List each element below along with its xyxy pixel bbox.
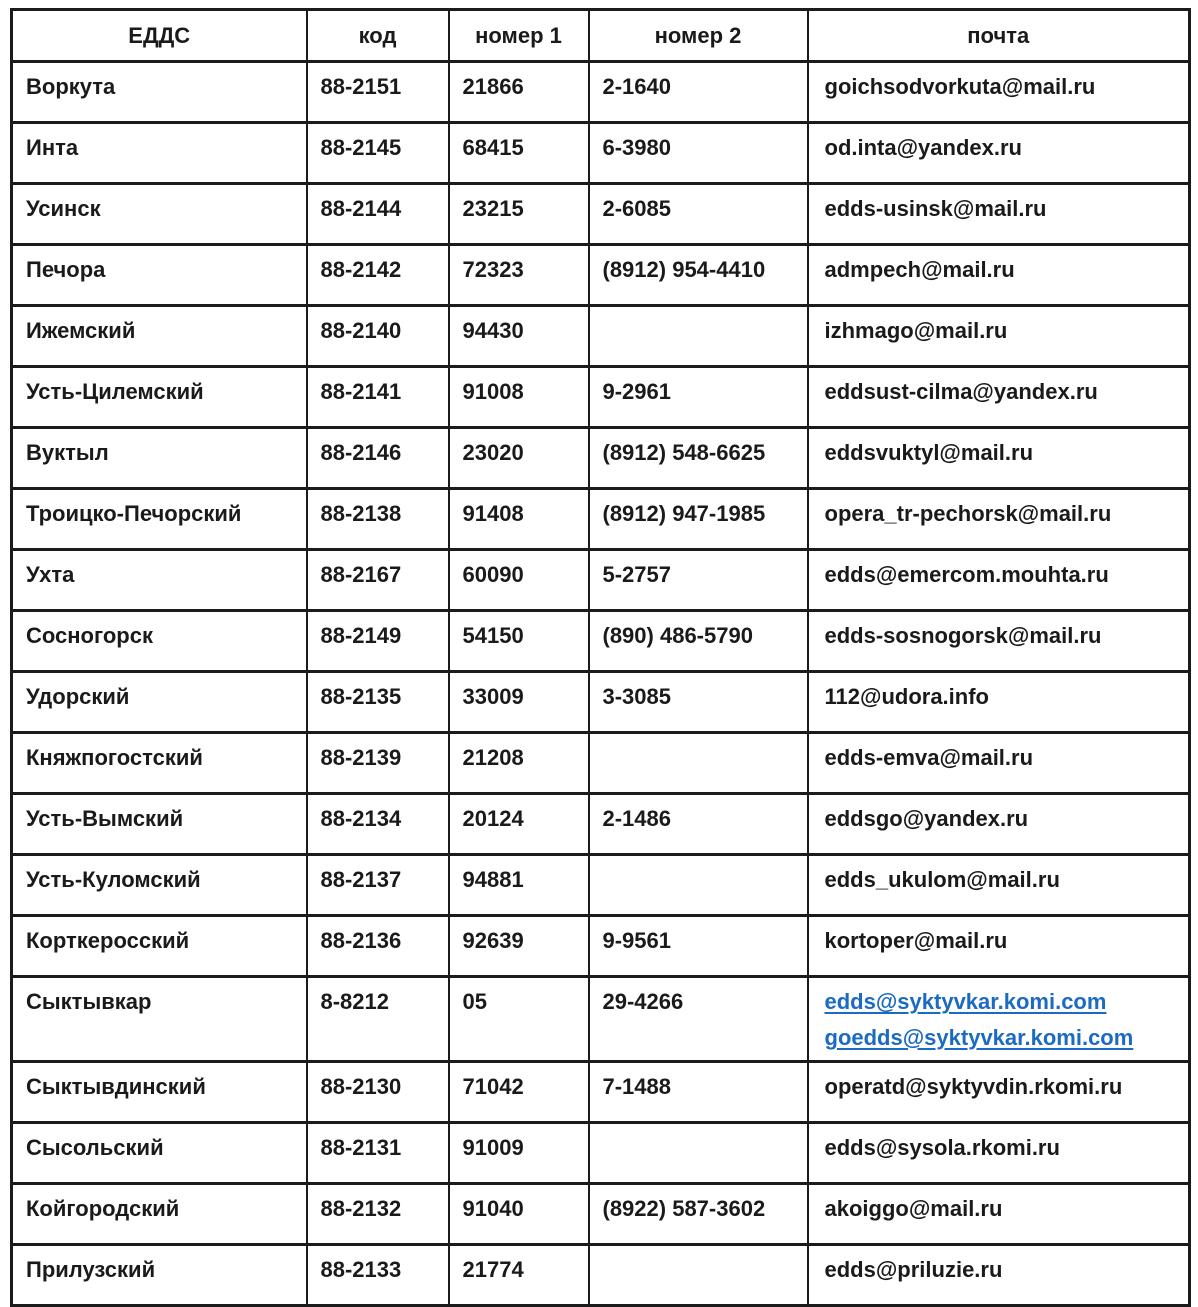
number2-cell: (8912) 947-1985 bbox=[589, 489, 808, 550]
edds-name-cell: Сыктывдинский bbox=[12, 1062, 307, 1123]
number2-cell: (890) 486-5790 bbox=[589, 611, 808, 672]
email-line: izhmago@mail.ru bbox=[824, 318, 1008, 343]
number1-cell: 33009 bbox=[449, 672, 589, 733]
edds-name-cell: Воркута bbox=[12, 62, 307, 123]
edds-name-cell: Койгородский bbox=[12, 1184, 307, 1245]
number2-cell: 29-4266 bbox=[589, 977, 808, 1062]
edds-name-cell: Инта bbox=[12, 123, 307, 184]
edds-name-cell: Сысольский bbox=[12, 1123, 307, 1184]
edds-contact-table bbox=[10, 8, 1191, 1307]
email-cell bbox=[808, 123, 1190, 184]
edds-name-cell: Печора bbox=[12, 245, 307, 306]
edds-name-cell: Усть-Вымский bbox=[12, 794, 307, 855]
number1-cell: 91408 bbox=[449, 489, 589, 550]
code-cell: 88-2136 bbox=[307, 916, 449, 977]
code-cell: 88-2140 bbox=[307, 306, 449, 367]
email-cell bbox=[808, 1062, 1190, 1123]
email-line: edds@priluzie.ru bbox=[824, 1257, 1003, 1283]
email-line: goichsodvorkuta@mail.ru bbox=[824, 74, 1096, 99]
edds-name-cell: Удорский bbox=[12, 672, 307, 733]
column-header-num2: номер 2 bbox=[589, 10, 808, 62]
number2-cell: 2-1486 bbox=[589, 794, 808, 855]
email-cell bbox=[808, 977, 1190, 1062]
column-header-num1: номер 1 bbox=[449, 10, 589, 62]
email-cell bbox=[808, 794, 1190, 855]
code-cell: 88-2131 bbox=[307, 1123, 449, 1184]
number1-cell: 21774 bbox=[449, 1245, 589, 1306]
number1-cell: 21208 bbox=[449, 733, 589, 794]
email-line: eddsgo@yandex.ru bbox=[824, 806, 1029, 831]
edds-name-cell: Сыктывкар bbox=[12, 977, 307, 1062]
edds-name-cell: Прилузский bbox=[12, 1245, 307, 1306]
email-line: akoiggo@mail.ru bbox=[824, 1196, 1003, 1222]
number1-cell: 05 bbox=[449, 977, 589, 1062]
table-row bbox=[12, 123, 1190, 184]
number2-cell: 7-1488 bbox=[589, 1062, 808, 1123]
edds-name-cell: Сосногорск bbox=[12, 611, 307, 672]
number2-cell bbox=[589, 306, 808, 367]
code-cell: 88-2145 bbox=[307, 123, 449, 184]
email-cell bbox=[808, 245, 1190, 306]
email-cell bbox=[808, 1184, 1190, 1245]
edds-name-cell: Усть-Цилемский bbox=[12, 367, 307, 428]
code-cell: 88-2132 bbox=[307, 1184, 449, 1245]
table-row bbox=[12, 672, 1190, 733]
email-line: od.inta@yandex.ru bbox=[824, 135, 1022, 160]
number1-cell: 91009 bbox=[449, 1123, 589, 1184]
email-line: edds-sosnogorsk@mail.ru bbox=[824, 623, 1102, 648]
number1-cell: 91008 bbox=[449, 367, 589, 428]
number2-cell: 5-2757 bbox=[589, 550, 808, 611]
number1-cell: 54150 bbox=[449, 611, 589, 672]
email-line: opera_tr-pechorsk@mail.ru bbox=[824, 501, 1112, 526]
email-link[interactable]: goedds@syktyvkar.komi.com bbox=[824, 1024, 1134, 1050]
email-cell bbox=[808, 184, 1190, 245]
email-line bbox=[825, 1023, 1181, 1053]
column-header-code: код bbox=[307, 10, 449, 62]
email-cell bbox=[808, 306, 1190, 367]
column-header-edds: ЕДДС bbox=[12, 10, 307, 62]
edds-name-cell: Ухта bbox=[12, 550, 307, 611]
email-link[interactable]: edds@syktyvkar.komi.com bbox=[824, 989, 1107, 1014]
email-line: kortoper@mail.ru bbox=[824, 928, 1008, 953]
email-line: edds-emva@mail.ru bbox=[824, 745, 1034, 770]
edds-name-cell: Усинск bbox=[12, 184, 307, 245]
email-cell bbox=[808, 489, 1190, 550]
table-row bbox=[12, 977, 1190, 1062]
table-row bbox=[12, 855, 1190, 916]
edds-name-cell: Усть-Куломский bbox=[12, 855, 307, 916]
code-cell: 88-2133 bbox=[307, 1245, 449, 1306]
code-cell: 88-2135 bbox=[307, 672, 449, 733]
number2-cell: (8912) 954-4410 bbox=[589, 245, 808, 306]
table-row bbox=[12, 306, 1190, 367]
code-cell: 88-2139 bbox=[307, 733, 449, 794]
code-cell: 8-8212 bbox=[307, 977, 449, 1062]
table-row bbox=[12, 916, 1190, 977]
table-row bbox=[12, 733, 1190, 794]
number2-cell: 2-6085 bbox=[589, 184, 808, 245]
email-cell bbox=[808, 672, 1190, 733]
table-row bbox=[12, 611, 1190, 672]
email-line: operatd@syktyvdin.rkomi.ru bbox=[824, 1074, 1123, 1100]
number2-cell bbox=[589, 1123, 808, 1184]
email-line: eddsvuktyl@mail.ru bbox=[824, 440, 1034, 465]
table-row bbox=[12, 1123, 1190, 1184]
edds-name-cell: Вуктыл bbox=[12, 428, 307, 489]
email-line: admpech@mail.ru bbox=[824, 257, 1015, 282]
code-cell: 88-2167 bbox=[307, 550, 449, 611]
table-row bbox=[12, 550, 1190, 611]
number2-cell: 3-3085 bbox=[589, 672, 808, 733]
number2-cell bbox=[589, 1245, 808, 1306]
number2-cell: 9-2961 bbox=[589, 367, 808, 428]
number1-cell: 68415 bbox=[449, 123, 589, 184]
number1-cell: 94881 bbox=[449, 855, 589, 916]
number2-cell bbox=[589, 855, 808, 916]
table-row bbox=[12, 184, 1190, 245]
code-cell: 88-2142 bbox=[307, 245, 449, 306]
number1-cell: 71042 bbox=[449, 1062, 589, 1123]
number1-cell: 72323 bbox=[449, 245, 589, 306]
number1-cell: 23215 bbox=[449, 184, 589, 245]
edds-name-cell: Ижемский bbox=[12, 306, 307, 367]
edds-name-cell: Троицко-Печорский bbox=[12, 489, 307, 550]
number1-cell: 20124 bbox=[449, 794, 589, 855]
table-row bbox=[12, 794, 1190, 855]
email-line bbox=[825, 987, 1181, 1017]
number1-cell: 21866 bbox=[449, 62, 589, 123]
number1-cell: 23020 bbox=[449, 428, 589, 489]
table-row bbox=[12, 1062, 1190, 1123]
number1-cell: 91040 bbox=[449, 1184, 589, 1245]
code-cell: 88-2151 bbox=[307, 62, 449, 123]
email-line: edds_ukulom@mail.ru bbox=[824, 867, 1060, 892]
email-cell bbox=[808, 1245, 1190, 1306]
email-line: eddsust-cilma@yandex.ru bbox=[824, 379, 1098, 404]
code-cell: 88-2134 bbox=[307, 794, 449, 855]
edds-name-cell: Княжпогостский bbox=[12, 733, 307, 794]
number2-cell bbox=[589, 733, 808, 794]
code-cell: 88-2130 bbox=[307, 1062, 449, 1123]
code-cell: 88-2141 bbox=[307, 367, 449, 428]
table-row bbox=[12, 245, 1190, 306]
table-row bbox=[12, 1184, 1190, 1245]
email-cell bbox=[808, 367, 1190, 428]
table-row bbox=[12, 1245, 1190, 1306]
email-cell bbox=[808, 855, 1190, 916]
code-cell: 88-2149 bbox=[307, 611, 449, 672]
edds-name-cell: Корткеросский bbox=[12, 916, 307, 977]
number2-cell: (8922) 587-3602 bbox=[589, 1184, 808, 1245]
email-cell bbox=[808, 916, 1190, 977]
number1-cell: 92639 bbox=[449, 916, 589, 977]
email-line: edds@sysola.rkomi.ru bbox=[824, 1135, 1060, 1161]
email-line: edds@emercom.mouhta.ru bbox=[824, 562, 1109, 587]
number2-cell: (8912) 548-6625 bbox=[589, 428, 808, 489]
code-cell: 88-2138 bbox=[307, 489, 449, 550]
email-line: edds-usinsk@mail.ru bbox=[824, 196, 1047, 221]
number1-cell: 94430 bbox=[449, 306, 589, 367]
header-row bbox=[12, 10, 1190, 62]
table-row bbox=[12, 62, 1190, 123]
code-cell: 88-2144 bbox=[307, 184, 449, 245]
email-line: 112@udora.info bbox=[824, 684, 989, 709]
email-cell bbox=[808, 550, 1190, 611]
table-row bbox=[12, 489, 1190, 550]
email-cell bbox=[808, 1123, 1190, 1184]
table-body bbox=[12, 62, 1190, 1306]
table-row bbox=[12, 428, 1190, 489]
column-header-email: почта bbox=[808, 10, 1190, 62]
code-cell: 88-2146 bbox=[307, 428, 449, 489]
number2-cell: 6-3980 bbox=[589, 123, 808, 184]
number2-cell: 9-9561 bbox=[589, 916, 808, 977]
code-cell: 88-2137 bbox=[307, 855, 449, 916]
number2-cell: 2-1640 bbox=[589, 62, 808, 123]
table-header bbox=[12, 10, 1190, 62]
email-cell bbox=[808, 62, 1190, 123]
email-cell bbox=[808, 428, 1190, 489]
email-cell bbox=[808, 611, 1190, 672]
table-row bbox=[12, 367, 1190, 428]
number1-cell: 60090 bbox=[449, 550, 589, 611]
email-cell bbox=[808, 733, 1190, 794]
